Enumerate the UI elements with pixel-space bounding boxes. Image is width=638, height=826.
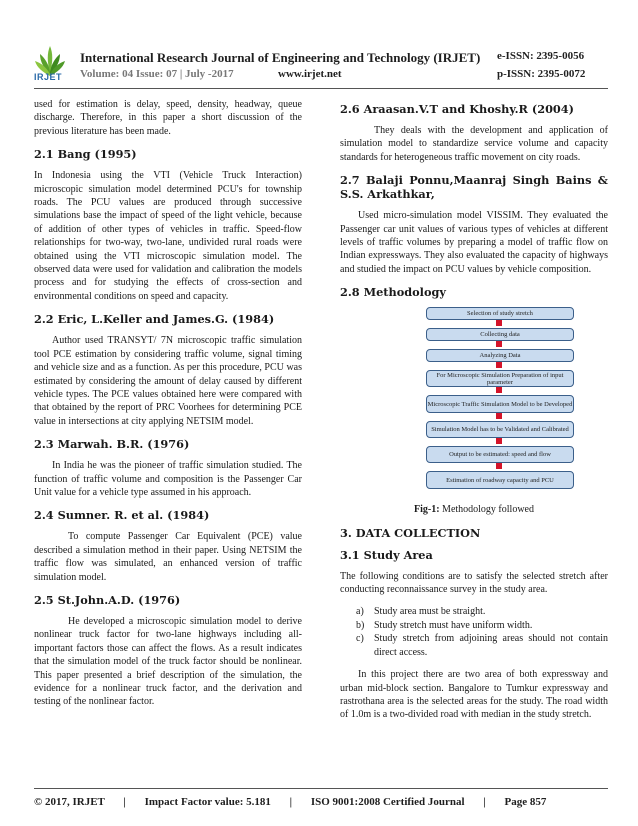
section-2-2-title: 2.2 Eric, L.Keller and James.G. (1984) <box>34 312 275 327</box>
list-item-text: Study stretch from adjoining areas should not contain direct access. <box>374 633 608 658</box>
flow-arrow <box>496 463 502 469</box>
flow-step: Microscopic Traffic Simulation Model to be Developed <box>426 395 574 413</box>
footer-separator: | <box>483 796 486 808</box>
footer-page-number: Page 857 <box>504 796 547 808</box>
section-3-title: 3. DATA COLLECTION <box>340 525 481 540</box>
section-2-7-title: 2.7 Balaji Ponnu,Maanraj Singh Bains & S.S. Arkathkar, <box>340 173 608 202</box>
section-3-1-intro: The following conditions are to satisfy the selected stretch after conducting reconnaissance survey in the study area. <box>340 570 608 596</box>
page-footer <box>34 796 608 808</box>
figure-caption-text: Methodology followed <box>442 504 534 516</box>
left-column <box>34 98 302 718</box>
footer-impact-factor: Impact Factor value: 5.181 <box>144 796 271 808</box>
section-3-1-title: 3.1 Study Area <box>340 547 433 562</box>
section-2-3-body: In India he was the pioneer of traffic simulation studied. The function of traffic volume and composition is the Passenger Car Unit value for a vehicle type assumed in his approach. <box>34 460 302 498</box>
flow-arrow <box>496 387 502 393</box>
list-item <box>356 619 608 632</box>
section-2-1-body: In Indonesia using the VTI (Vehicle Truck Interaction) microscopic simulation model determined PCU's for township roads. The PCU values are produced through successive simulations base the impact of speed of the light vehicle, because of addition of other types of vehicles in traffic. Speed-flow relationships for two-way, two-lane, undivided rural roads were obtained using the VTI microscopic simulation model. The observed data were used for validation and calibration the models process and for studying the effects of cross-section and environmental conditions on speed and capacity. <box>34 170 302 302</box>
section-2-4-title: 2.4 Sumner. R. et al. (1984) <box>34 508 210 523</box>
right-column <box>340 98 608 731</box>
flow-step: Selection of study stretch <box>426 307 574 320</box>
section-2-6-body: They deals with the development and application of simulation model to standardize service volume and capacity standards for heterogeneous traffic movement on city roads. <box>340 125 608 163</box>
eissn: e-ISSN: 2395-0056 <box>497 50 585 62</box>
list-marker: c) <box>356 633 364 645</box>
flow-step: Output to be estimated: speed and flow <box>426 446 574 463</box>
list-marker: a) <box>356 606 364 618</box>
list-marker: b) <box>356 619 365 631</box>
flow-arrow <box>496 320 502 326</box>
section-2-4-body: To compute Passenger Car Equivalent (PCE) value described a simulation method in their paper. Using NETSIM the traffic flow was simulated, an enhanced version of traffic simulation model. <box>34 531 302 583</box>
footer-separator: | <box>289 796 293 808</box>
section-2-8-title: 2.8 Methodology <box>340 285 446 300</box>
flow-arrow <box>496 438 502 444</box>
figure-caption <box>340 503 608 516</box>
flow-arrow <box>496 413 502 419</box>
section-2-5-body: He developed a microscopic simulation model to derive nonlinear truck factor for two-lane highways including all-important factors those can affect the flows. As a result indicates that the simulation model of the truck factor should be nonlinear. This paper presented a brief description of the simulation, the evidence for a nonlinear truck factor, and the derivation and testing of the nonlinear factor. <box>34 615 302 708</box>
list-item <box>356 632 608 659</box>
footer-iso: ISO 9001:2008 Certified Journal <box>310 796 465 808</box>
footer-copyright: © 2017, IRJET <box>34 796 105 808</box>
flow-step: Estimation of roadway capacity and PCU <box>426 471 574 489</box>
footer-separator: | <box>123 796 126 808</box>
section-2-5-title: 2.5 St.John.A.D. (1976) <box>34 592 181 607</box>
flow-step: For Microscopic Simulation Preparation of input parameter <box>426 370 574 387</box>
journal-title: International Research Journal of Engineering and Technology (IRJET) <box>80 50 481 65</box>
flow-step: Collecting data <box>426 328 574 341</box>
section-2-7-body: Used micro-simulation model VISSIM. They evaluated the Passenger car unit values of various types of vehicles at different levels of traffic volumes by preparing a model of traffic flow on Indian expressways. They also evaluated the capacity of highways and studied the impact on PCU values by vehicle composition. <box>340 210 608 275</box>
list-item <box>356 605 608 618</box>
footer-divider <box>34 788 608 789</box>
section-2-6-title: 2.6 Araasan.V.T and Khoshy.R (2004) <box>340 102 574 116</box>
figure-label: Fig-1: <box>414 504 440 516</box>
flow-step: Simulation Model has to be Validated and Calibrated <box>426 421 574 438</box>
journal-website[interactable]: www.irjet.net <box>278 68 342 80</box>
section-3-1-body: In this project there are two area of both expressway and urban mid-block section. Bangalore to Tumkur expressway and rastrothana area is the selected areas for the study. The road width of 1.0m is a two-divided road with median in the study stretch. <box>340 669 608 721</box>
section-2-1-title: 2.1 Bang (1995) <box>34 147 137 162</box>
list-item-text: Study stretch must have uniform width. <box>374 619 533 631</box>
section-2-2-body: Author used TRANSYT/ 7N microscopic traffic simulation tool PCE estimation by considering traffic volume, signal timing and vehicle size and as a function. As per this procedure, PCU was estimated by considering the amount of delay caused by different vehicle types. The PCE values obtained here were compared with that obtained by the report of PRC Voorhees for determining PCE value in intersections at city applying NETSIM model. <box>34 335 302 427</box>
flow-arrow <box>496 362 502 368</box>
intro-paragraph: used for estimation is delay, speed, density, headway, queue discharge. Therefore, in this paper a short discussion of the previous literature has been made. <box>34 99 302 137</box>
volume-issue: Volume: 04 Issue: 07 | July -2017 <box>80 68 234 80</box>
section-2-3-title: 2.3 Marwah. B.R. (1976) <box>34 437 190 452</box>
list-item-text: Study area must be straight. <box>374 606 486 618</box>
logo-text: IRJET <box>34 72 63 82</box>
methodology-flowchart <box>420 307 580 499</box>
journal-header <box>0 0 638 92</box>
flow-arrow <box>496 341 502 347</box>
conditions-list <box>340 605 608 659</box>
header-divider <box>34 88 608 89</box>
pissn: p-ISSN: 2395-0072 <box>497 68 586 80</box>
flow-step: Analyzing Data <box>426 349 574 362</box>
